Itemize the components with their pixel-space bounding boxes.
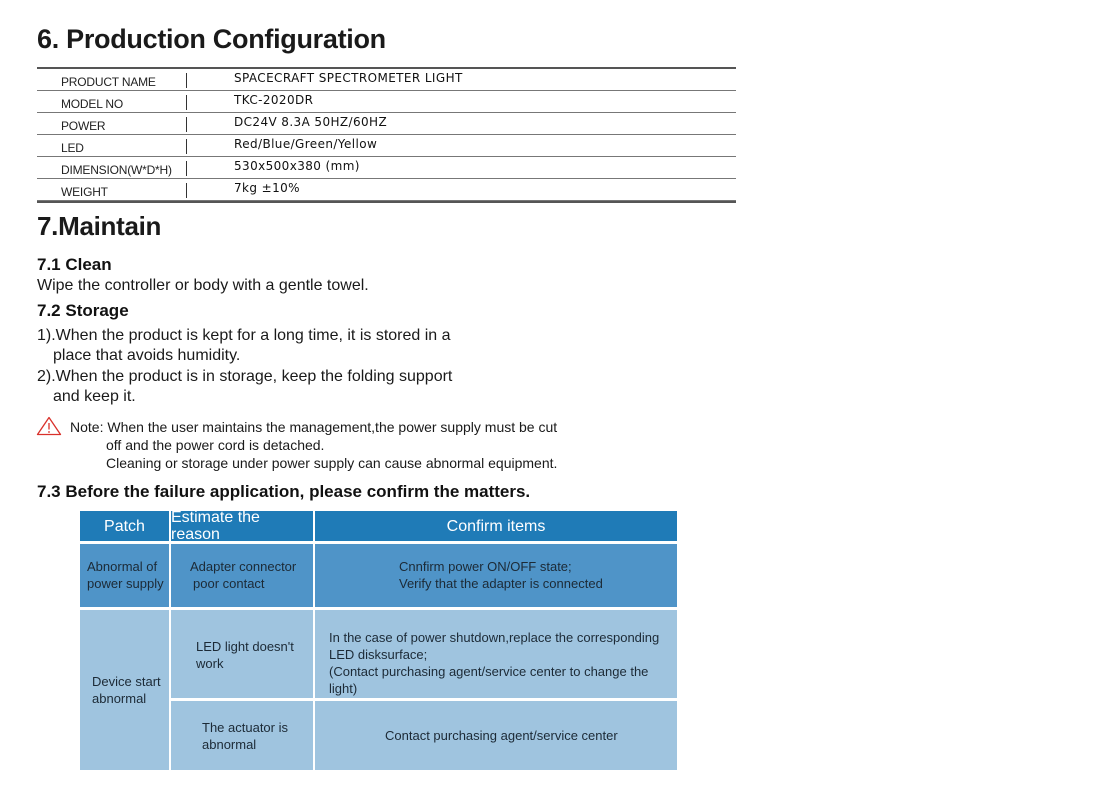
spec-label: LED (61, 141, 84, 155)
row2b-reason-line-2: abnormal (202, 737, 257, 752)
storage-item-2-line-2: and keep it. (53, 388, 136, 405)
row1-patch (80, 544, 169, 607)
spec-value: Red/Blue/Green/Yellow (234, 137, 378, 151)
spec-separator (186, 95, 187, 110)
spec-value: SPACECRAFT SPECTROMETER LIGHT (234, 71, 463, 85)
spec-separator (186, 139, 187, 154)
spec-row-product-name (37, 69, 736, 91)
spec-separator (186, 117, 187, 132)
storage-item-2 (37, 367, 452, 407)
spec-row-dimension (37, 157, 736, 179)
row1-reason (171, 544, 313, 607)
row2-patch-line-2: abnormal (92, 691, 147, 706)
spec-label: POWER (61, 119, 106, 133)
row1-confirm-line-1: Cnnfirm power ON/OFF state; (399, 559, 572, 574)
row2a-reason-line-2: work (196, 656, 224, 671)
clean-heading: 7.1 Clean (37, 255, 112, 274)
spec-value: TKC-2020DR (234, 93, 314, 107)
spec-bottom-rule (37, 201, 736, 203)
row1-confirm-line-2: Verify that the adapter is connected (399, 576, 603, 591)
row2a-confirm-line-1: In the case of power shutdown,replace the corresponding (329, 630, 660, 645)
spec-row-model-no (37, 91, 736, 113)
row2a-reason-line-1: LED light doesn't (196, 639, 294, 654)
header-confirm-items: Confirm items (315, 511, 677, 541)
spec-separator (186, 73, 187, 88)
row2a-confirm (315, 610, 677, 698)
failure-table (80, 511, 677, 770)
row2b-confirm (315, 701, 677, 770)
spec-table (37, 67, 736, 203)
spec-label: MODEL NO (61, 97, 123, 111)
spec-value: 530x500x380 (mm) (234, 159, 360, 173)
row1-patch-line-2: power supply (87, 576, 164, 591)
storage-item-1 (37, 326, 451, 366)
storage-heading: 7.2 Storage (37, 301, 129, 320)
row2b-reason (171, 701, 313, 770)
header-patch: Patch (80, 511, 169, 541)
note-line-3: Cleaning or storage under power supply can cause abnormal equipment. (106, 455, 558, 471)
spec-value: DC24V 8.3A 50HZ/60HZ (234, 115, 388, 129)
failure-heading: 7.3 Before the failure application, please confirm the matters. (37, 482, 531, 501)
warning-icon (36, 416, 62, 436)
storage-item-2-line-1: 2).When the product is in storage, keep the folding support (37, 368, 453, 385)
row2a-confirm-line-2: LED disksurface; (329, 647, 428, 662)
storage-item-1-line-2: place that avoids humidity. (53, 347, 241, 364)
note-line-1: Note: When the user maintains the management,the power supply must be cut (70, 419, 558, 435)
row1-patch-line-1: Abnormal of (87, 559, 158, 574)
note-text (70, 418, 557, 472)
section7-title: 7.Maintain (37, 211, 162, 241)
spec-separator (186, 183, 187, 198)
row1-reason-line-2: poor contact (193, 576, 265, 591)
row1-reason-line-1: Adapter connector (190, 559, 297, 574)
storage-item-1-line-1: 1).When the product is kept for a long time, it is stored in a (37, 327, 451, 344)
spec-label: PRODUCT NAME (61, 75, 156, 89)
spec-value: 7kg ±10% (234, 181, 300, 195)
row2a-confirm-line-3: (Contact purchasing agent/service center to change the light) (329, 664, 649, 696)
row1-confirm (315, 544, 677, 607)
spec-label: WEIGHT (61, 185, 108, 199)
clean-text: Wipe the controller or body with a gentle towel. (37, 277, 369, 294)
spec-row-weight (37, 179, 736, 201)
row2-patch (80, 610, 169, 770)
spec-label: DIMENSION(W*D*H) (61, 163, 172, 177)
row2b-reason-line-1: The actuator is (202, 720, 288, 735)
spec-row-power (37, 113, 736, 135)
header-estimate-reason: Estimate the reason (171, 511, 313, 541)
section6-title: 6. Production Configuration (37, 24, 386, 54)
row2a-reason (171, 610, 313, 698)
spec-separator (186, 161, 187, 176)
spec-row-led (37, 135, 736, 157)
row2b-confirm-line-1: Contact purchasing agent/service center (385, 728, 618, 743)
row2-patch-line-1: Device start (92, 674, 161, 689)
note-line-2: off and the power cord is detached. (106, 437, 325, 453)
